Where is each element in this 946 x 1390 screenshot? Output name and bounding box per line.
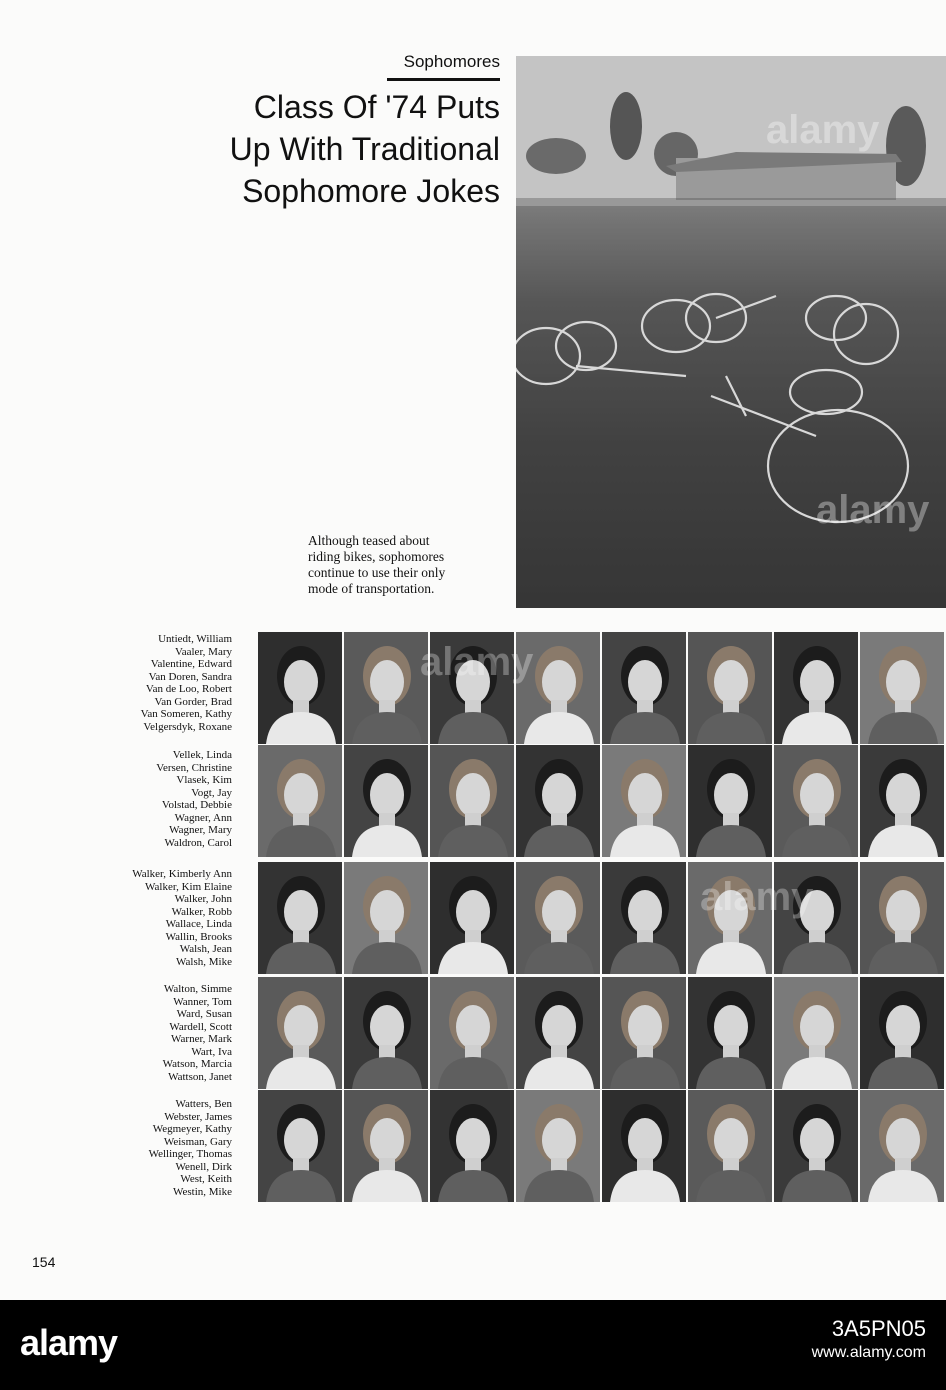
student-portrait bbox=[860, 862, 946, 974]
student-name: Wegmeyer, Kathy bbox=[152, 1123, 232, 1135]
student-portrait bbox=[602, 977, 688, 1089]
caption-line: Although teased about bbox=[308, 533, 430, 548]
portrait-row bbox=[258, 862, 946, 974]
student-portrait bbox=[516, 745, 602, 857]
headline-line: Class Of '74 Puts bbox=[253, 89, 500, 125]
student-name: Waldron, Carol bbox=[164, 836, 232, 849]
student-name: Wenell, Dirk bbox=[175, 1160, 232, 1173]
student-name: Walsh, Jean bbox=[179, 943, 232, 955]
name-list bbox=[60, 983, 232, 1083]
portrait-row bbox=[258, 977, 946, 1089]
student-name: Valentine, Edward bbox=[150, 658, 232, 670]
student-name: West, Keith bbox=[180, 1173, 232, 1185]
student-portrait bbox=[344, 632, 430, 744]
student-name: Wellinger, Thomas bbox=[148, 1148, 232, 1160]
student-portrait bbox=[860, 632, 946, 744]
caption-line: mode of transportation. bbox=[308, 581, 435, 596]
student-name: Weisman, Gary bbox=[163, 1135, 232, 1148]
student-name: Wallin, Brooks bbox=[165, 930, 232, 943]
name-list bbox=[60, 749, 232, 849]
bicycles-photo bbox=[516, 56, 946, 608]
student-name: Van Gorder, Brad bbox=[154, 695, 232, 708]
site-url: www.alamy.com bbox=[811, 1344, 926, 1361]
student-portrait bbox=[688, 977, 774, 1089]
name-list bbox=[60, 633, 232, 733]
student-name: Westin, Mike bbox=[173, 1185, 232, 1198]
student-portrait bbox=[860, 745, 946, 857]
watermark: alamy bbox=[766, 108, 880, 152]
student-name: Vaaler, Mary bbox=[175, 645, 232, 658]
student-name: Webster, James bbox=[164, 1110, 232, 1123]
student-portrait bbox=[430, 977, 516, 1089]
name-list bbox=[60, 1098, 232, 1198]
student-name: Van de Loo, Robert bbox=[145, 683, 232, 695]
student-name: Van Someren, Kathy bbox=[140, 708, 232, 720]
headline-line: Up With Traditional bbox=[229, 131, 500, 167]
portrait-row bbox=[258, 632, 946, 744]
watermark: alamy bbox=[816, 488, 930, 532]
student-portrait bbox=[602, 632, 688, 744]
watermark: alamy bbox=[700, 875, 814, 919]
student-name: Vlasek, Kim bbox=[176, 774, 232, 786]
alamy-logo: alamy bbox=[20, 1322, 118, 1363]
student-name: Vellek, Linda bbox=[172, 749, 232, 761]
student-portrait bbox=[774, 1090, 860, 1202]
student-portrait bbox=[774, 745, 860, 857]
student-portrait bbox=[430, 745, 516, 857]
caption-line: riding bikes, sophomores bbox=[308, 549, 445, 564]
student-portrait bbox=[688, 745, 774, 857]
student-portrait bbox=[602, 862, 688, 974]
student-name: Walker, John bbox=[174, 893, 232, 905]
student-name: Wardell, Scott bbox=[169, 1020, 232, 1033]
student-name: Warner, Mark bbox=[171, 1033, 232, 1045]
student-portrait bbox=[688, 632, 774, 744]
student-name: Velgersdyk, Roxane bbox=[143, 720, 232, 733]
student-name: Wagner, Mary bbox=[169, 824, 232, 836]
student-name: Watters, Ben bbox=[175, 1098, 232, 1110]
student-name: Wattson, Janet bbox=[168, 1070, 232, 1083]
student-portrait bbox=[516, 862, 602, 974]
student-name: Walker, Robb bbox=[171, 905, 232, 918]
student-portrait bbox=[688, 1090, 774, 1202]
student-portrait bbox=[860, 1090, 946, 1202]
student-name: Watson, Marcia bbox=[162, 1058, 232, 1070]
student-portrait bbox=[344, 1090, 430, 1202]
page-number: 154 bbox=[32, 1254, 56, 1270]
student-portrait bbox=[258, 632, 344, 744]
section-label: Sophomores bbox=[403, 52, 500, 71]
student-name: Vogt, Jay bbox=[191, 786, 232, 799]
student-name: Wagner, Ann bbox=[174, 811, 232, 824]
student-portrait bbox=[430, 1090, 516, 1202]
student-portrait bbox=[430, 862, 516, 974]
portrait-row bbox=[258, 745, 946, 857]
student-portrait bbox=[258, 745, 344, 857]
student-portrait bbox=[516, 1090, 602, 1202]
name-list bbox=[60, 868, 232, 968]
student-portrait bbox=[344, 862, 430, 974]
headline bbox=[120, 86, 500, 212]
student-portrait bbox=[344, 745, 430, 857]
student-name: Walker, Kimberly Ann bbox=[132, 868, 232, 880]
student-name: Walker, Kim Elaine bbox=[145, 880, 232, 893]
student-name: Ward, Susan bbox=[176, 1008, 232, 1020]
student-portrait bbox=[258, 977, 344, 1089]
student-portrait bbox=[602, 745, 688, 857]
portrait-row bbox=[258, 1090, 946, 1202]
student-name: Versen, Christine bbox=[156, 761, 232, 774]
watermark: alamy bbox=[420, 640, 534, 684]
stock-footer bbox=[0, 1300, 946, 1390]
student-name: Wanner, Tom bbox=[173, 995, 232, 1008]
photo-caption bbox=[308, 533, 492, 597]
student-name: Volstad, Debbie bbox=[161, 799, 232, 811]
section-rule bbox=[387, 78, 500, 81]
student-portrait bbox=[258, 862, 344, 974]
student-name: Wallace, Linda bbox=[165, 918, 232, 930]
student-portrait bbox=[258, 1090, 344, 1202]
student-portrait bbox=[860, 977, 946, 1089]
student-portrait bbox=[344, 977, 430, 1089]
student-name: Van Doren, Sandra bbox=[148, 670, 232, 683]
student-name: Walton, Simme bbox=[163, 983, 232, 995]
caption-line: continue to use their only bbox=[308, 565, 446, 580]
student-portrait bbox=[516, 977, 602, 1089]
student-name: Untiedt, William bbox=[158, 633, 232, 645]
student-portrait bbox=[602, 1090, 688, 1202]
image-id: 3A5PN05 bbox=[831, 1316, 926, 1341]
student-name: Wart, Iva bbox=[191, 1045, 232, 1058]
image-credit bbox=[812, 1316, 926, 1362]
student-name: Walsh, Mike bbox=[176, 955, 232, 968]
student-portrait bbox=[774, 977, 860, 1089]
student-portrait bbox=[774, 632, 860, 744]
headline-line: Sophomore Jokes bbox=[242, 173, 500, 209]
